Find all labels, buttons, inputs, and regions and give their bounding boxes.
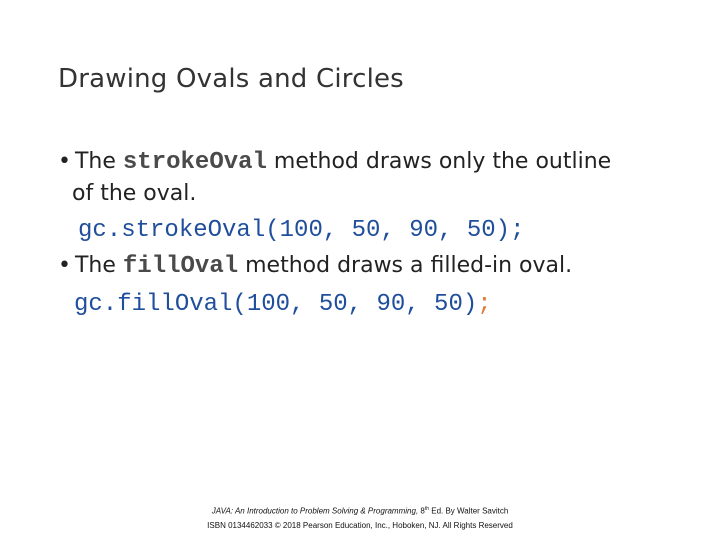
slide-footer	[0, 502, 720, 533]
bullet-suffix: method draws only the outline	[266, 149, 612, 174]
method-name-strokeOval: strokeOval	[122, 149, 267, 176]
bullet-glyph: •	[58, 253, 71, 278]
slide-title: Drawing Ovals and Circles	[58, 64, 404, 94]
footer-line-1	[0, 502, 720, 519]
bullet-prefix: The	[74, 253, 123, 278]
bullet-prefix: The	[74, 149, 123, 174]
footer-edition: 8	[418, 506, 425, 516]
code-semicolon: ;	[477, 291, 492, 318]
footer-edition-sup: th	[424, 506, 430, 512]
code-line-fill: gc.fillOval(100, 50, 90, 50)	[74, 291, 478, 318]
code-line-stroke: gc.strokeOval(100, 50, 90, 50);	[78, 217, 525, 244]
footer-author: Ed. By Walter Savitch	[429, 506, 509, 516]
code-example-stroke	[78, 214, 524, 247]
bullet-glyph: •	[58, 149, 71, 174]
bullet-item-stroke	[58, 146, 611, 179]
method-name-fillOval: fillOval	[122, 253, 239, 280]
footer-line-2: ISBN 0134462033 © 2018 Pearson Education, Inc., Hoboken, NJ. All Rights Reserved	[207, 520, 513, 530]
bullet-suffix: method draws a filled-in oval.	[238, 253, 573, 278]
bullet-item-fill	[58, 250, 572, 283]
code-example-fill	[74, 288, 492, 321]
bullet-continuation	[72, 178, 196, 210]
bullet-continuation-text: of the oval.	[72, 181, 197, 206]
footer-book-title: JAVA: An Introduction to Problem Solving & Programming,	[211, 506, 419, 516]
